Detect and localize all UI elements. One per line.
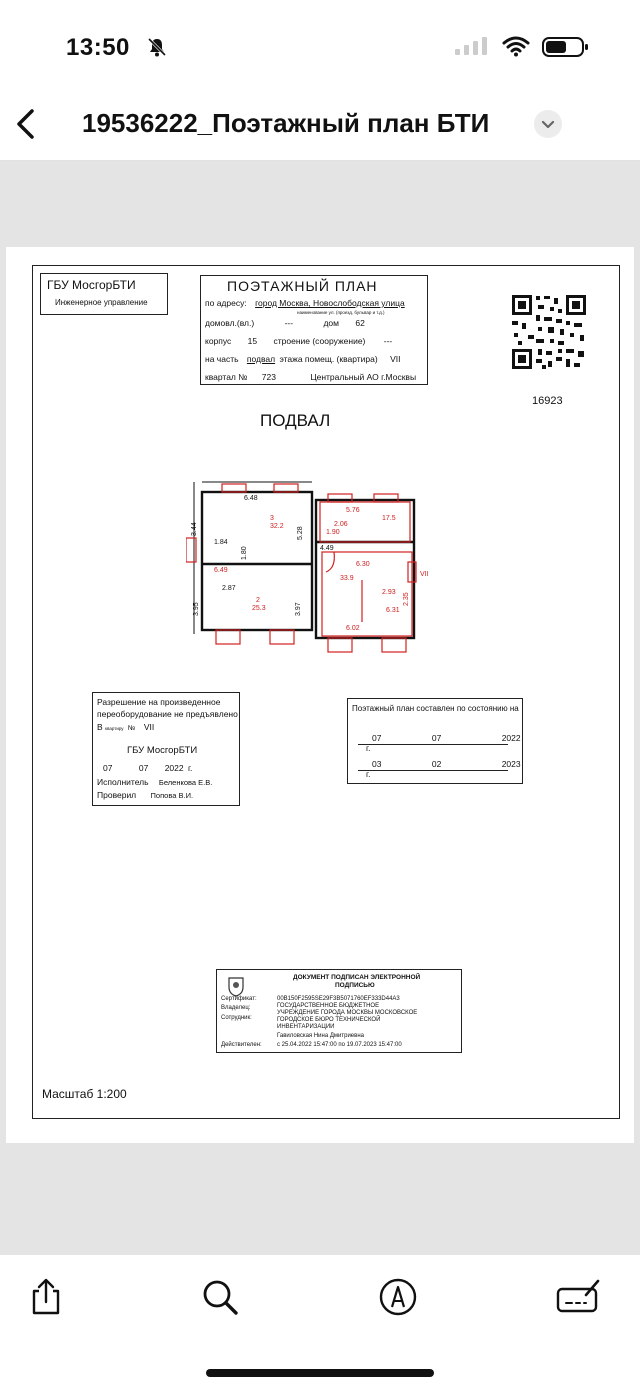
battery-icon bbox=[542, 36, 590, 58]
checker-label: Проверил bbox=[97, 790, 137, 800]
plan-state-box bbox=[347, 698, 523, 784]
dim-2-06: 2.06 bbox=[334, 521, 348, 528]
owner-value-3: ГОРОДСКОЕ БЮРО ТЕХНИЧЕСКОЙ bbox=[277, 1017, 381, 1023]
document-title[interactable]: 19536222_Поэтажный план БТИ bbox=[82, 108, 490, 138]
kvartal-label: квартал № bbox=[205, 372, 248, 382]
state-g-2: г. bbox=[366, 769, 371, 779]
floor-name: ПОДВАЛ bbox=[260, 411, 331, 430]
employee-value: Гавиловская Нина Дмитриевна bbox=[277, 1033, 364, 1039]
permit-kv-value: VII bbox=[143, 722, 155, 732]
part-label: на часть bbox=[205, 354, 239, 364]
permit-kv-small: квартиру bbox=[105, 726, 124, 731]
scale-label: Масштаб 1:200 bbox=[42, 1087, 127, 1101]
signature-title-1: ДОКУМЕНТ ПОДПИСАН ЭЛЕКТРОННОЙ bbox=[293, 974, 421, 981]
permit-month: 07 bbox=[138, 763, 149, 773]
permit-line2: переоборудование не предъявлено bbox=[97, 709, 238, 719]
address-note: наименование ул. (проезд, бульвар и т.д.) bbox=[297, 310, 385, 315]
dim-1-90: 1.90 bbox=[326, 529, 340, 536]
permit-year: 2022 bbox=[164, 763, 184, 773]
search-icon[interactable] bbox=[198, 1275, 242, 1319]
executor-label: Исполнитель bbox=[97, 777, 149, 787]
room-3-area: 32.2 bbox=[270, 523, 284, 530]
permit-box bbox=[92, 692, 240, 806]
share-icon[interactable] bbox=[24, 1275, 68, 1319]
house-value: --- bbox=[284, 318, 294, 328]
permit-g: г. bbox=[187, 763, 193, 773]
dim-5-28: 5.28 bbox=[297, 526, 304, 540]
dim-4-49: 4.49 bbox=[320, 545, 334, 552]
permit-no-label: № bbox=[127, 725, 136, 732]
qr-code bbox=[510, 293, 588, 371]
dim-1-84: 1.84 bbox=[214, 539, 228, 546]
status-time: 13:50 bbox=[66, 34, 130, 61]
state-month-1: 07 bbox=[431, 733, 442, 743]
valid-label: Действителен: bbox=[221, 1042, 262, 1048]
cert-label: Сертификат: bbox=[221, 996, 257, 1002]
state-year-2: 2023 bbox=[501, 759, 521, 769]
agency-dept: Инженерное управление bbox=[55, 298, 148, 307]
dim-2-87: 2.87 bbox=[222, 585, 236, 592]
state-day-1: 07 bbox=[372, 733, 382, 743]
state-month-2: 02 bbox=[431, 759, 442, 769]
owner-value-1: ГОСУДАРСТВЕННОЕ БЮДЖЕТНОЕ bbox=[277, 1003, 380, 1009]
home-indicator bbox=[206, 1369, 434, 1377]
moscow-coat-of-arms-icon bbox=[225, 975, 247, 997]
dim-3-95: 3.95 bbox=[193, 602, 200, 616]
address-label: по адресу: bbox=[205, 298, 247, 308]
state-g-1: г. bbox=[366, 743, 371, 753]
floor-label: этажа помещ. (квартира) bbox=[279, 354, 378, 364]
permit-kv-label: В bbox=[97, 722, 103, 732]
cellular-signal-icon bbox=[454, 36, 490, 56]
state-day-2: 03 bbox=[372, 759, 382, 769]
owner-value-2: УЧРЕЖДЕНИЕ ГОРОДА МОСКВЫ МОСКОВСКОЕ bbox=[277, 1010, 418, 1016]
document-viewer[interactable] bbox=[0, 161, 640, 1261]
district: Центральный АО г.Москвы bbox=[310, 372, 417, 382]
stroenie-label: строение (сооружение) bbox=[273, 336, 366, 346]
dim-2-93: 2.93 bbox=[382, 589, 396, 596]
e-signature-box bbox=[216, 969, 462, 1053]
dim-6-02: 6.02 bbox=[346, 625, 360, 632]
dim-2-35: 2.35 bbox=[403, 592, 410, 606]
room-2-num: 2 bbox=[256, 597, 260, 604]
status-bar bbox=[0, 0, 640, 92]
title-menu-chevron-icon[interactable] bbox=[534, 110, 562, 138]
room-3-num: 3 bbox=[270, 515, 274, 522]
korpus-label: корпус bbox=[205, 336, 232, 346]
dim-6-48: 6.48 bbox=[244, 495, 258, 502]
signature-icon[interactable] bbox=[556, 1275, 600, 1319]
dim-3-44: 3.44 bbox=[191, 522, 198, 536]
dim-6-49: 6.49 bbox=[214, 567, 228, 574]
dim-33-9: 33.9 bbox=[340, 575, 354, 582]
part-value: подвал bbox=[246, 354, 276, 364]
state-year-1: 2022 bbox=[501, 733, 521, 743]
permit-day: 07 bbox=[103, 763, 113, 773]
dim-17-5: 17.5 bbox=[382, 515, 396, 522]
korpus-value: 15 bbox=[247, 336, 258, 346]
executor-name: Беленкова Е.В. bbox=[158, 778, 213, 787]
pdf-page bbox=[6, 247, 634, 1143]
valid-value: с 25.04.2022 15:47:00 по 19.07.2023 15:47:00 bbox=[277, 1042, 402, 1048]
checker-name: Попова В.И. bbox=[150, 791, 194, 800]
agency-stamp bbox=[40, 273, 168, 315]
room-label-vii: VII bbox=[420, 571, 429, 578]
dom-value: 62 bbox=[355, 318, 365, 328]
permit-line1: Разрешение на произведенное bbox=[97, 697, 221, 707]
signature-title-2: ПОДПИСЬЮ bbox=[335, 982, 375, 989]
plan-header-box bbox=[200, 275, 428, 385]
agency-name: ГБУ МосгорБТИ bbox=[47, 278, 136, 292]
dim-6-31: 6.31 bbox=[386, 607, 400, 614]
qr-number: 16923 bbox=[532, 395, 563, 407]
room-2-area: 25.3 bbox=[252, 605, 266, 612]
wifi-icon bbox=[502, 35, 530, 57]
dim-6-30: 6.30 bbox=[356, 561, 370, 568]
stroenie-value: --- bbox=[383, 336, 393, 346]
cert-value: 00B150F2595SE29F3B5071760EF333D44A3 bbox=[277, 996, 400, 1002]
floor-plan-drawing bbox=[186, 472, 436, 672]
bell-muted-icon bbox=[146, 36, 168, 58]
markup-pen-icon[interactable] bbox=[376, 1275, 420, 1319]
dim-1-80: 1.80 bbox=[241, 546, 248, 560]
dom-label: дом bbox=[323, 318, 339, 328]
plan-title: ПОЭТАЖНЫЙ ПЛАН bbox=[227, 278, 378, 294]
owner-label: Владелец: bbox=[221, 1005, 251, 1011]
chevron-left-icon[interactable] bbox=[12, 106, 40, 142]
address-value: город Москва, Новослободская улица bbox=[255, 298, 405, 308]
state-title: Поэтажный план составлен по состоянию на bbox=[352, 704, 519, 713]
permit-agency: ГБУ МосгорБТИ bbox=[127, 745, 198, 756]
dim-5-76: 5.76 bbox=[346, 507, 360, 514]
floor-value: VII bbox=[390, 354, 401, 364]
dim-3-97: 3.97 bbox=[295, 602, 302, 616]
employee-label: Сотрудник: bbox=[221, 1015, 252, 1021]
kvartal-value: 723 bbox=[261, 372, 276, 382]
owner-value-4: ИНВЕНТАРИЗАЦИИ bbox=[277, 1024, 335, 1030]
house-label: домовл.(вл.) bbox=[205, 318, 255, 328]
